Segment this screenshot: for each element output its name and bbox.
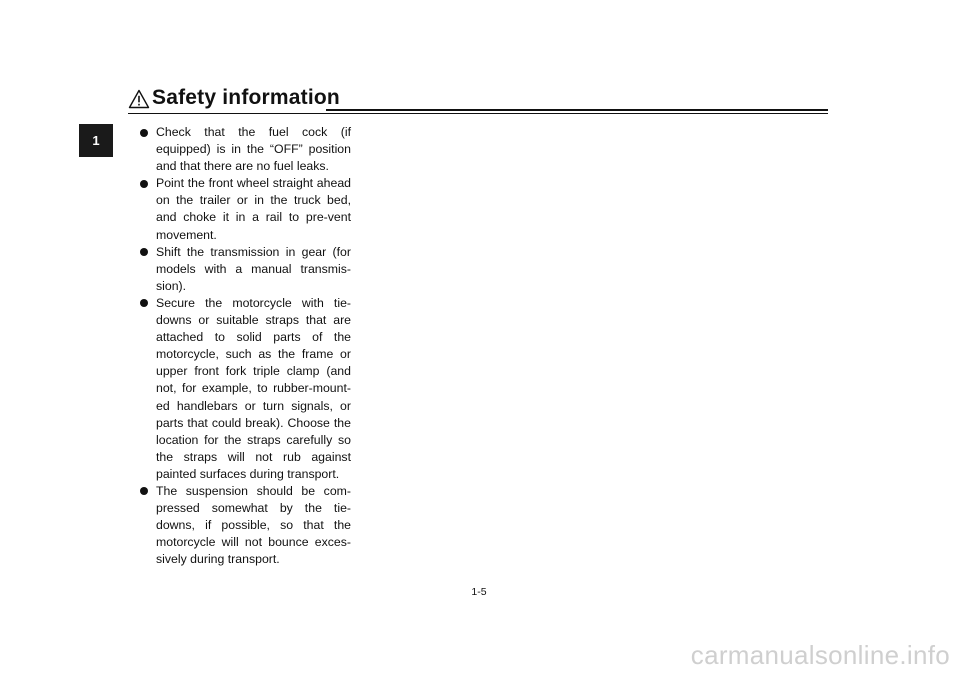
page-header	[128, 84, 828, 116]
bullet-dot-icon	[140, 180, 148, 188]
page-number: 1-5	[471, 586, 487, 598]
header-rule-thin	[128, 113, 828, 114]
bullet-text: The suspension should be com-pressed somewhat by the tie-downs, if possible, so that the motorcycle will not bounce exces-sively during transport.	[156, 483, 351, 567]
bullet-item	[139, 175, 351, 243]
bullet-text: Shift the transmission in gear (for models with a manual transmis-sion).	[156, 244, 351, 293]
header-rule-thick	[326, 109, 828, 111]
warning-triangle-icon	[128, 89, 150, 109]
bullet-item	[139, 124, 351, 175]
bullet-dot-icon	[140, 299, 148, 307]
watermark: carmanualsonline.info	[690, 640, 950, 670]
bullet-text: Secure the motorcycle with tie-downs or suitable straps that are attached to solid parts of the motorcycle, such as the frame or upper front fork triple clamp (and not, for example, to rubber-mount-ed handlebars or turn signals, or parts that could break). Choose the location for the straps carefully so the straps will not rub against painted surfaces during transport.	[156, 295, 351, 481]
bullet-dot-icon	[140, 129, 148, 137]
bullet-item	[139, 244, 351, 295]
bullet-text: Point the front wheel straight ahead on the trailer or in the truck bed, and choke it in a rail to pre-vent movement.	[156, 176, 351, 242]
chapter-tab: 1	[79, 124, 113, 157]
page-title: Safety information	[152, 86, 340, 109]
bullet-item	[139, 295, 351, 483]
bullet-dot-icon	[140, 487, 148, 495]
bullet-dot-icon	[140, 248, 148, 256]
safety-bullet-list	[139, 124, 351, 568]
bullet-item	[139, 483, 351, 568]
bullet-text: Check that the fuel cock (if equipped) is in the “OFF” position and that there are no fuel leaks.	[156, 125, 351, 174]
